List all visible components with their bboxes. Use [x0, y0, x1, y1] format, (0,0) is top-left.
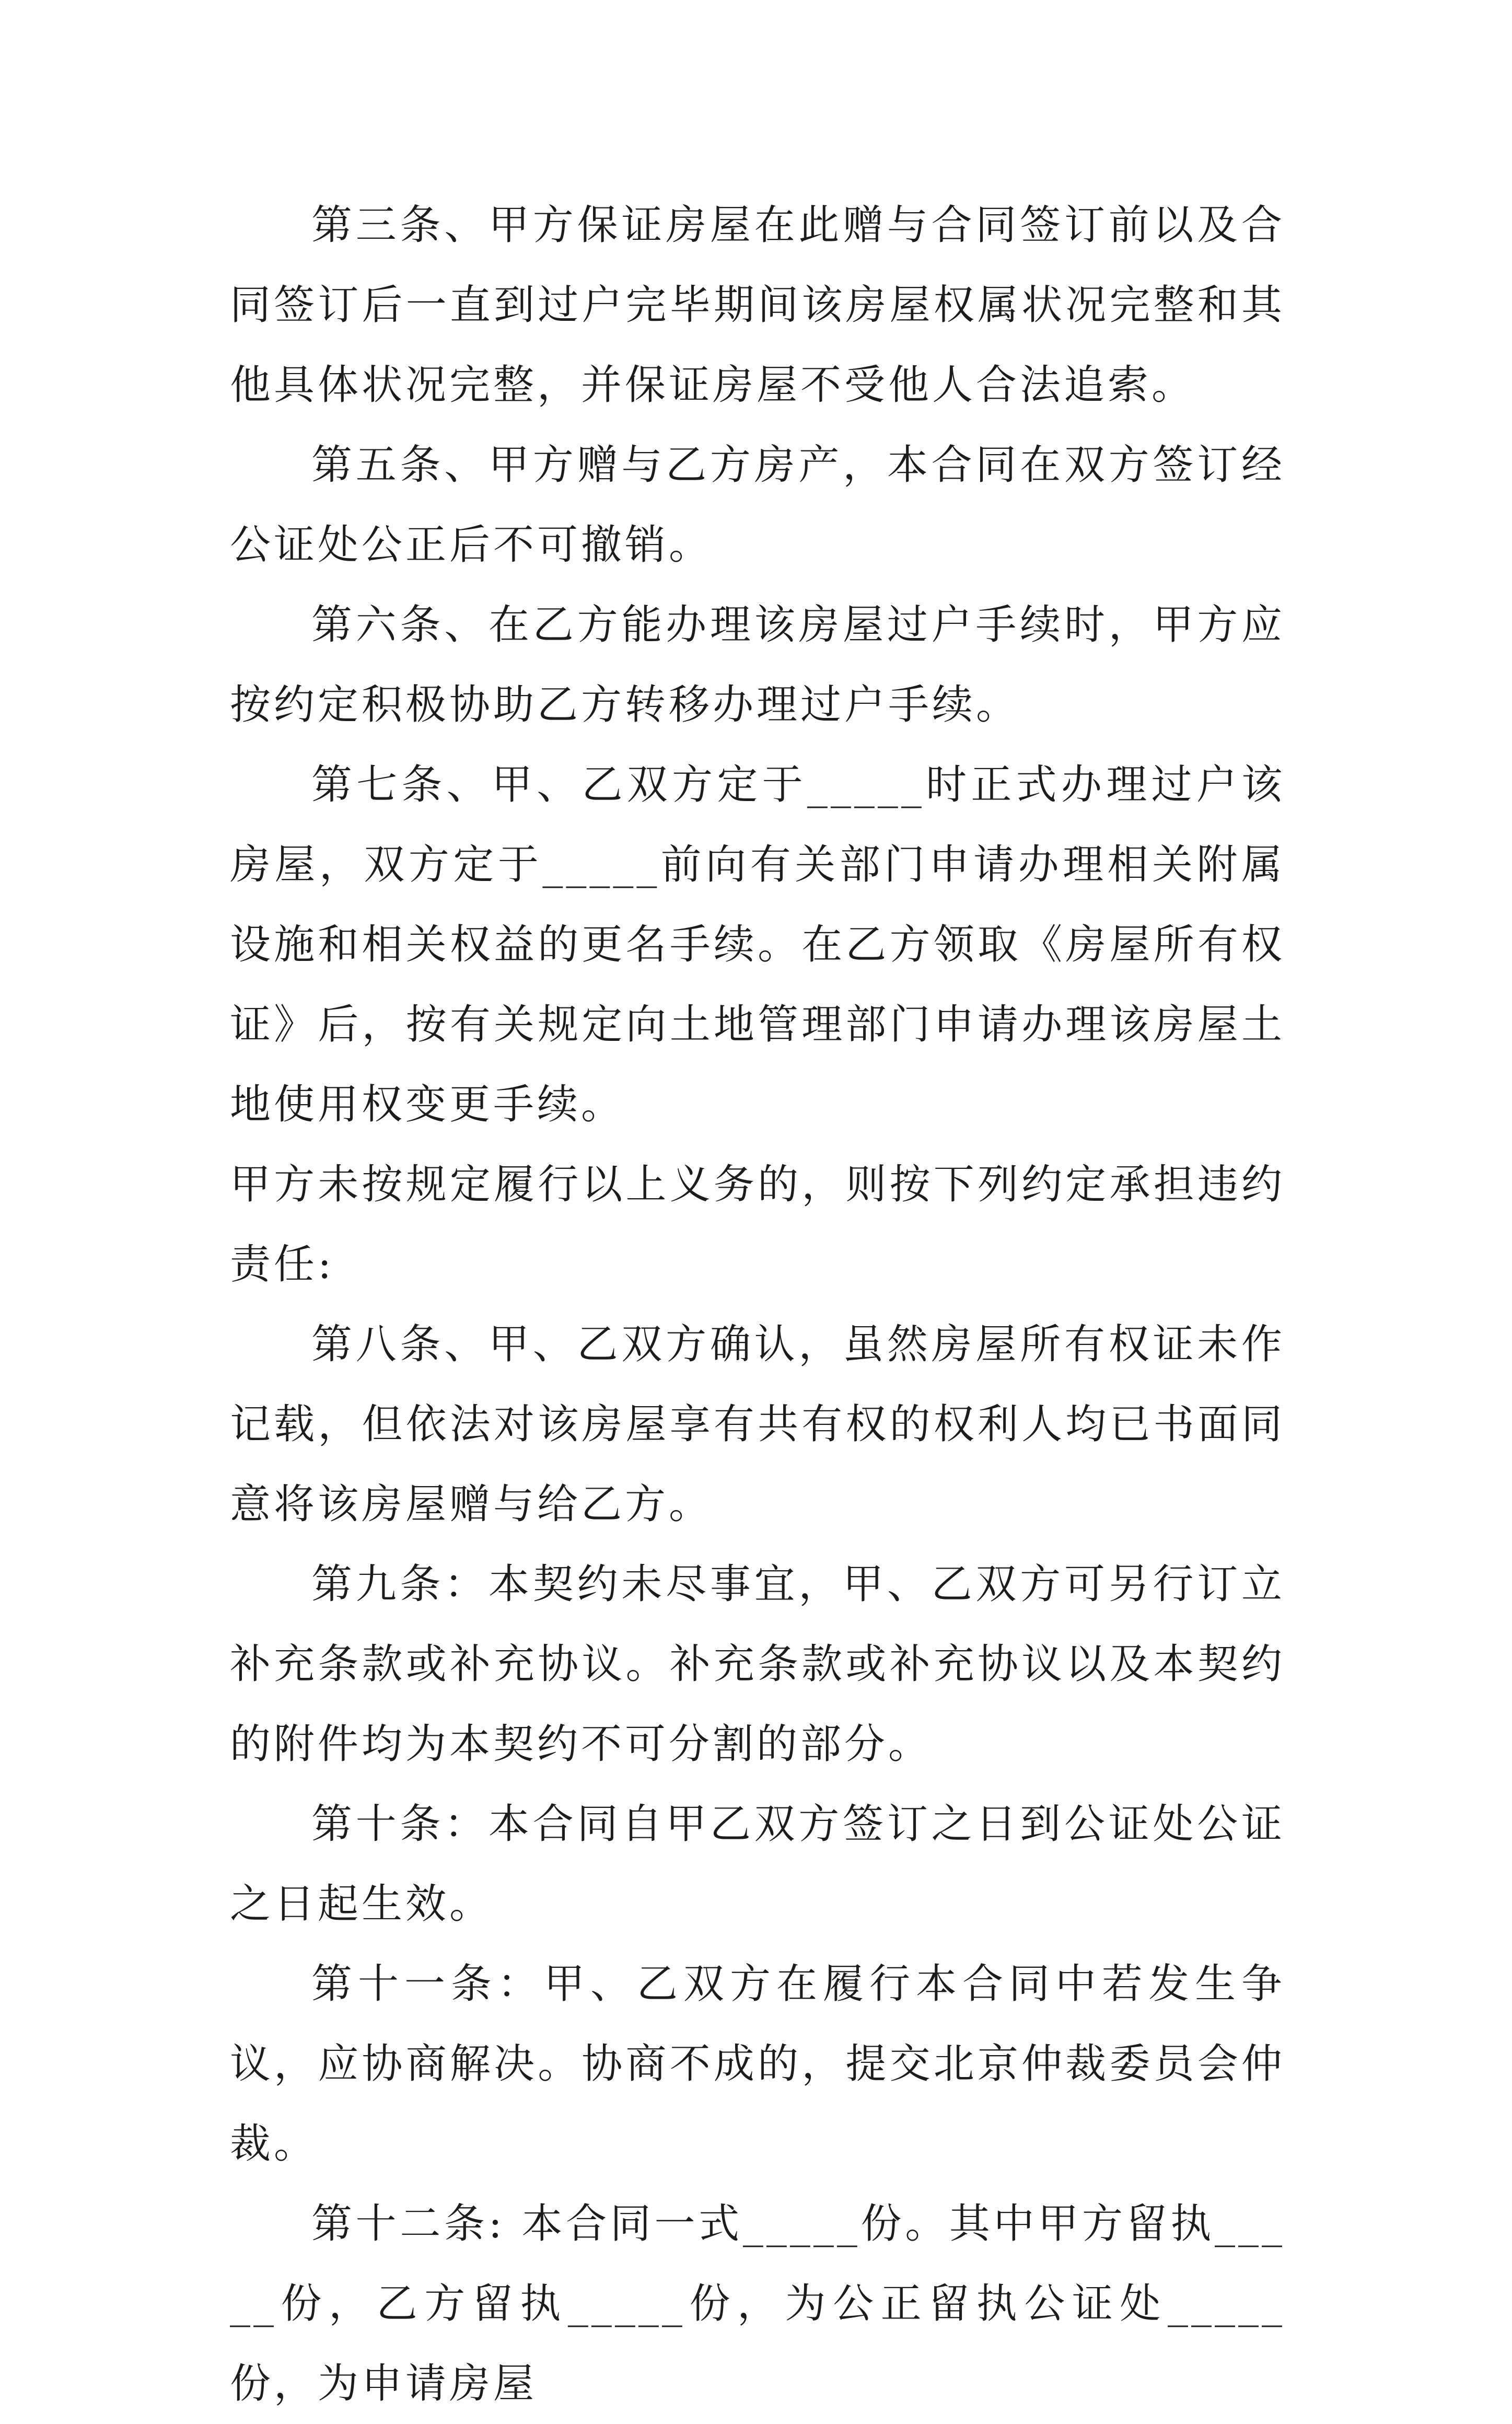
clause-6: 第六条、在乙方能办理该房屋过户手续时，甲方应按约定积极协助乙方转移办理过户手续。	[230, 601, 1285, 728]
clause-5: 第五条、甲方赠与乙方房产，本合同在双方签订经公证处公正后不可撤销。	[230, 442, 1285, 569]
clause-12: 第十二条: 本合同一式_____份。其中甲方留执_____份，乙方留执_____份，为公正留执公证处_____份，为申请房屋	[230, 2200, 1285, 2407]
clause-7: 第七条、甲、乙双方定于_____时正式办理过户该房屋，双方定于_____前向有关部门申请办理相关附属设施和相关权益的更名手续。在乙方领取《房屋所有权证》后，按有关规定向土地管理部门申请办理该房屋土地使用权变更手续。	[230, 761, 1285, 1128]
clause-3: 第三条、甲方保证房屋在此赠与合同签订前以及合同签订后一直到过户完毕期间该房屋权属状况完整和其他具体状况完整，并保证房屋不受他人合法追索。	[230, 202, 1285, 409]
breach-liability-note: 甲方未按规定履行以上义务的，则按下列约定承担违约责任:	[230, 1161, 1285, 1288]
clause-8: 第八条、甲、乙双方确认，虽然房屋所有权证未作记载，但依法对该房屋享有共有权的权利人均已书面同意将该房屋赠与给乙方。	[230, 1321, 1285, 1528]
clause-10: 第十条：本合同自甲乙双方签订之日到公证处公证之日起生效。	[230, 1801, 1285, 1928]
clause-11: 第十一条：甲、乙双方在履行本合同中若发生争议，应协商解决。协商不成的，提交北京仲裁委员会仲裁。	[230, 1961, 1285, 2167]
contract-body	[230, 185, 1285, 2424]
clause-9: 第九条：本契约未尽事宜，甲、乙双方可另行订立补充条款或补充协议。补充条款或补充协议以及本契约的附件均为本契约不可分割的部分。	[230, 1561, 1285, 1768]
